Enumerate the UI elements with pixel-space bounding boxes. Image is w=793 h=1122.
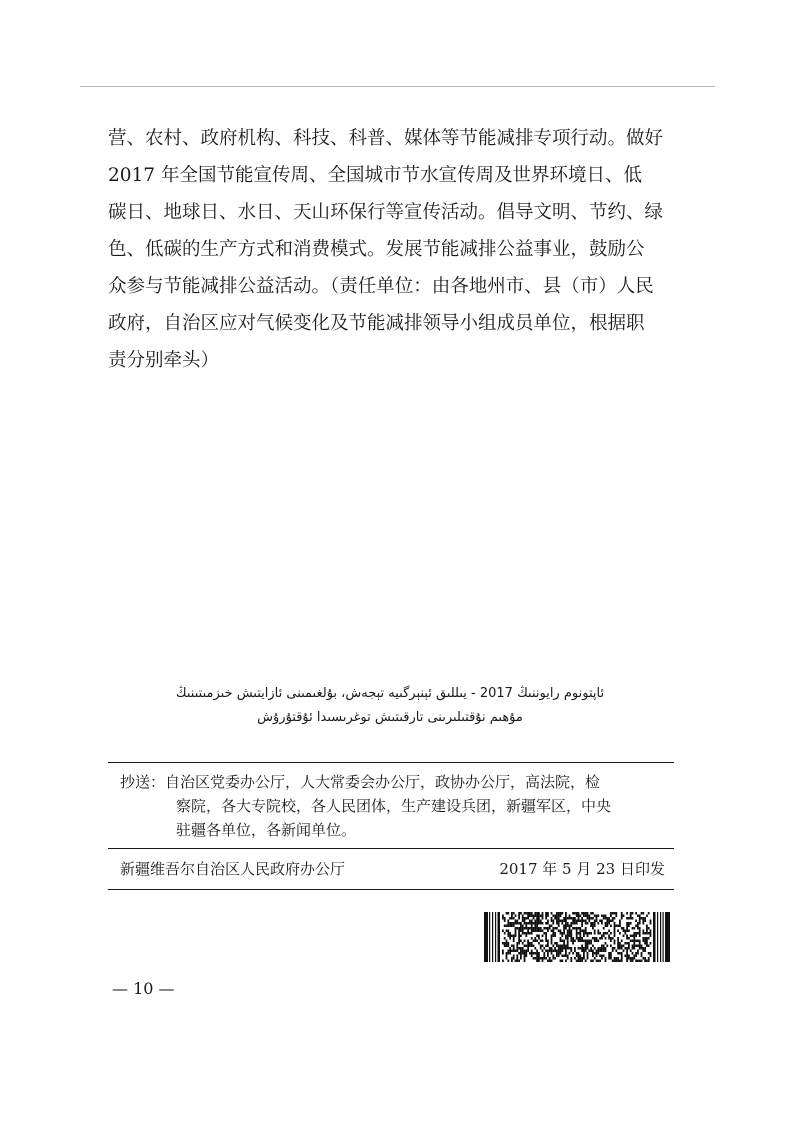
body-line: 众参与节能减排公益活动。（责任单位：由各地州市、县（市）人民 <box>108 276 654 297</box>
uyghur-title-line-2: مۇھىم نۇقتىلىرىنى تارقىتىش توغرىسىدا ئۇقتۇرۇش <box>257 710 523 725</box>
issuer-bottom-rule <box>108 889 674 890</box>
page-number: — 10 — <box>112 979 175 998</box>
body-line: 2017 年全国节能宣传周、全国城市节水宣传周及世界环境日、低 <box>108 165 642 186</box>
cc-line: 驻疆各单位，各新闻单位。 <box>176 821 357 839</box>
body-paragraph <box>108 120 698 379</box>
pdf417-barcode <box>484 912 670 962</box>
issuer-name: 新疆维吾尔自治区人民政府办公厅 <box>120 860 346 878</box>
body-line: 营、农村、政府机构、科技、科普、媒体等节能减排专项行动。做好 <box>108 128 664 149</box>
uyghur-title-line-1: ئاپتونوم رايوننىڭ 2017 - يىللىق ئېنېرگىيە تېجەش، بۇلغىمىنى ئازايتىش خىزمىتىنىڭ <box>175 686 605 701</box>
cc-line: 察院，各大专院校，各人民团体，生产建设兵团，新疆军区，中央 <box>176 797 612 815</box>
cc-list <box>120 770 670 842</box>
cc-top-rule <box>108 762 674 763</box>
body-line: 责分别牵头） <box>108 350 220 371</box>
cc-bottom-rule <box>108 848 674 849</box>
cc-line: 抄送：自治区党委办公厅，人大常委会办公厅，政协办公厅，高法院，检 <box>120 773 601 791</box>
body-line: 政府，自治区应对气候变化及节能减排领导小组成员单位，根据职 <box>108 313 645 334</box>
uyghur-document-title <box>130 682 650 730</box>
issuer-row <box>120 857 665 881</box>
body-line: 碳日、地球日、水日、天山环保行等宣传活动。倡导文明、节约、绿 <box>108 202 664 223</box>
header-rule <box>80 86 715 87</box>
issue-date: 2017 年 5 月 23 日印发 <box>499 860 665 878</box>
body-line: 色、低碳的生产方式和消费模式。发展节能减排公益事业，鼓励公 <box>108 239 645 260</box>
